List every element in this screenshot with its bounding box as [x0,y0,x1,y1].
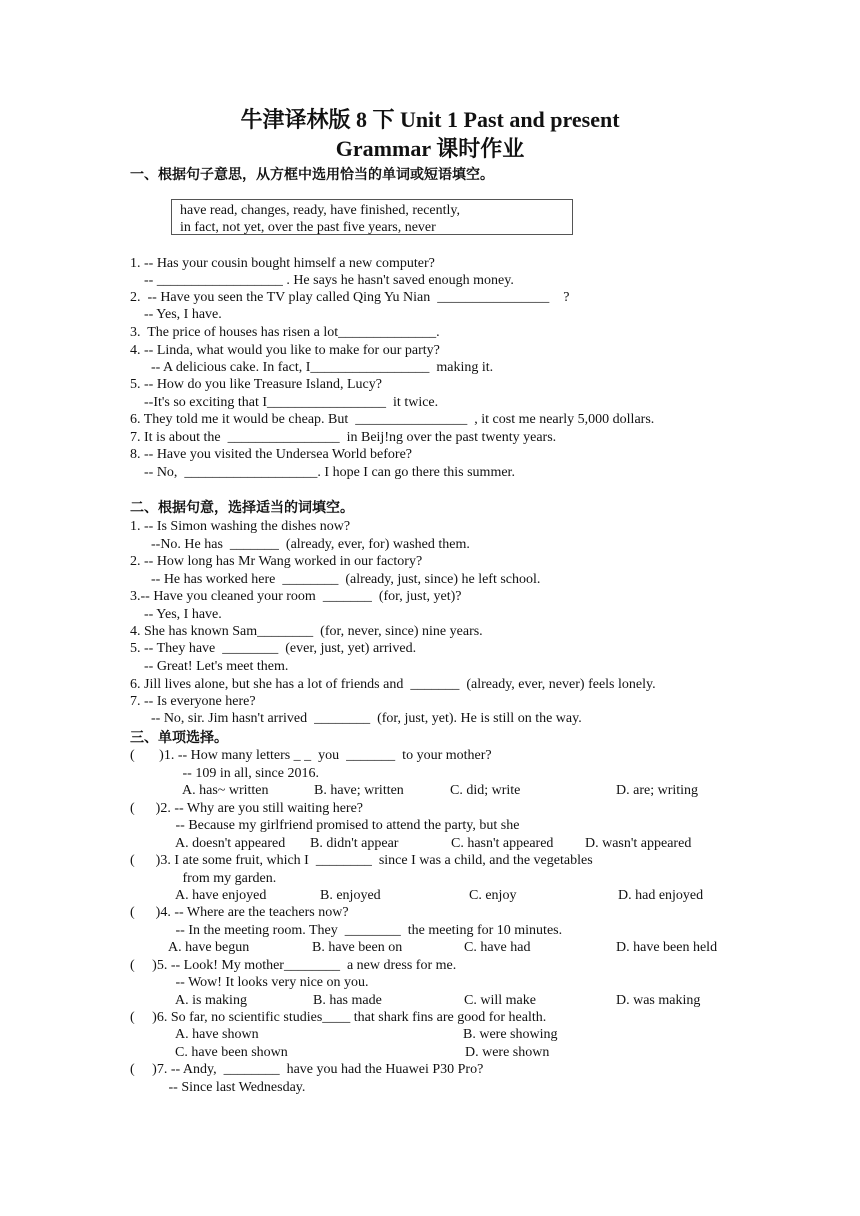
mc-question-line: ( )7. -- Andy, ________ have you had the Huawei P30 Pro? [130,1062,484,1077]
s1-line: 5. -- How do you like Treasure Island, Lucy? [130,377,382,392]
mc-option-a: A. is making [175,993,247,1008]
s1-line: 8. -- Have you visited the Undersea World before? [130,447,413,462]
s2-line: -- Great! Let's meet them. [130,659,289,674]
mc-option-c: C. enjoy [469,888,517,903]
mc-question-line: -- 109 in all, since 2016. [130,766,319,781]
s1-line: 3. The price of houses has risen a lot______________. [130,325,440,340]
s2-line: 5. -- They have ________ (ever, just, yet) arrived. [130,641,417,656]
mc-question-line: ( )3. I ate some fruit, which I ________ since I was a child, and the vegetables [130,853,593,868]
mc-option-c: C. have had [464,940,531,955]
mc-option-c: C. have been shown [175,1045,288,1060]
mc-option-d: D. wasn't appeared [585,836,692,851]
s2-line: -- No, sir. Jim hasn't arrived ________ (for, just, yet). He is still on the way. [130,711,582,726]
mc-question-line: ( )1. -- How many letters _ _ you _______ to your mother? [130,748,492,763]
mc-question-line: ( )5. -- Look! My mother________ a new dress for me. [130,958,457,973]
s1-line: 7. It is about the ________________ in Beij!ng over the past twenty years. [130,430,557,445]
mc-question-line: -- In the meeting room. They ________ the meeting for 10 minutes. [130,923,563,938]
mc-option-b: B. has made [313,993,382,1008]
s1-line: -- __________________ . He says he hasn't saved enough money. [130,273,514,288]
mc-option-d: D. had enjoyed [618,888,704,903]
mc-question-line: -- Wow! It looks very nice on you. [130,975,369,990]
mc-option-a: A. has~ written [182,783,269,798]
mc-option-c: C. did; write [450,783,521,798]
s2-line: 6. Jill lives alone, but she has a lot of friends and _______ (already, ever, never) feels lonely. [130,677,656,692]
mc-option-b: B. didn't appear [310,836,399,851]
s2-line: 2. -- How long has Mr Wang worked in our factory? [130,554,423,569]
mc-question-line: from my garden. [130,871,277,886]
mc-option-b: B. have; written [314,783,404,798]
s2-line: 1. -- Is Simon washing the dishes now? [130,519,351,534]
mc-option-d: D. have been held [616,940,718,955]
mc-option-d: D. were shown [465,1045,550,1060]
mc-option-a: A. have shown [175,1027,259,1042]
s1-line: -- No, ___________________. I hope I can go there this summer. [130,465,515,480]
s1-line: -- Yes, I have. [130,307,222,322]
title-line-2: Grammar 课时作业 [335,136,525,161]
mc-option-a: A. have begun [168,940,250,955]
s2-line: 3.-- Have you cleaned your room _______ (for, just, yet)? [130,589,462,604]
title-line-1: 牛津译林版 8 下 Unit 1 Past and present [240,107,620,132]
s1-line: 6. They told me it would be cheap. But ________________ , it cost me nearly 5,000 dollars. [130,412,655,427]
s2-line: -- He has worked here ________ (already, just, since) he left school. [130,572,541,587]
mc-option-b: B. were showing [463,1027,558,1042]
mc-option-b: B. enjoyed [320,888,381,903]
s1-line: 1. -- Has your cousin bought himself a new computer? [130,256,435,271]
mc-question-line: ( )4. -- Where are the teachers now? [130,905,349,920]
section2-heading: 二、根据句意，选择适当的词填空。 [130,500,354,516]
mc-option-d: D. was making [616,993,701,1008]
s1-line: -- A delicious cake. In fact, I_________________ making it. [130,360,494,375]
word-bank-line: in fact, not yet, over the past five years, never [180,220,436,235]
s2-line: 7. -- Is everyone here? [130,694,256,709]
s2-line: --No. He has _______ (already, ever, for) washed them. [130,537,470,552]
mc-question-line: ( )2. -- Why are you still waiting here? [130,801,364,816]
s2-line: 4. She has known Sam________ (for, never, since) nine years. [130,624,483,639]
s1-line: --It's so exciting that I_________________ it twice. [130,395,439,410]
mc-option-b: B. have been on [312,940,403,955]
mc-option-c: C. hasn't appeared [451,836,554,851]
word-bank-line: have read, changes, ready, have finished, recently, [180,203,460,218]
section1-heading: 一、根据句子意思，从方框中选用恰当的单词或短语填空。 [130,167,494,183]
s2-line: -- Yes, I have. [130,607,222,622]
mc-option-a: A. have enjoyed [175,888,267,903]
mc-question-line: -- Since last Wednesday. [130,1080,306,1095]
s1-line: 4. -- Linda, what would you like to make for our party? [130,343,440,358]
mc-option-d: D. are; writing [616,783,699,798]
section3-heading: 三、单项选择。 [130,730,228,746]
mc-question-line: -- Because my girlfriend promised to attend the party, but she [130,818,520,833]
s1-line: 2. -- Have you seen the TV play called Qing Yu Nian ________________ ? [130,290,570,305]
mc-question-line: ( )6. So far, no scientific studies____ that shark fins are good for health. [130,1010,547,1025]
mc-option-a: A. doesn't appeared [175,836,286,851]
word-bank-box [171,199,573,235]
mc-option-c: C. will make [464,993,536,1008]
